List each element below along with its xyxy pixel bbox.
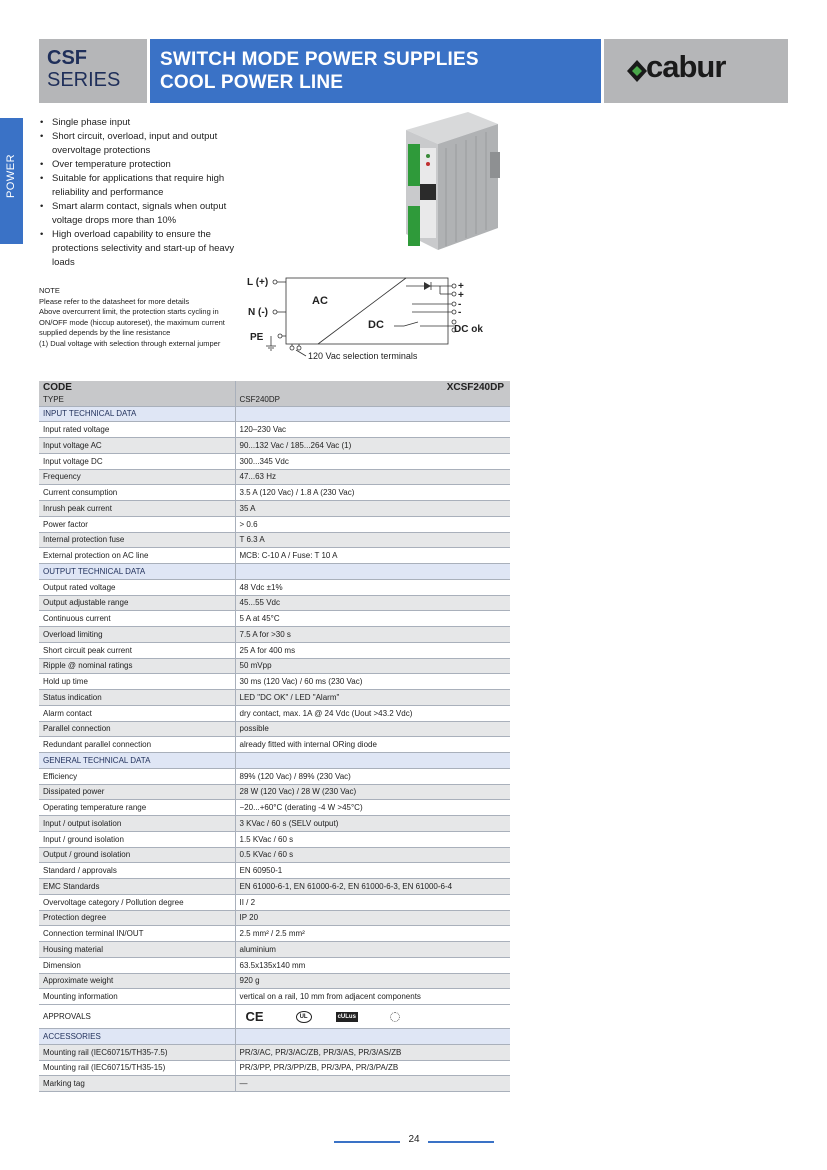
code-value-cell [235,381,510,394]
row-label: Mounting rail (IEC60715/TH35-7.5) [39,1044,235,1060]
emark-icon [390,1012,400,1022]
section-title: OUTPUT TECHNICAL DATA [39,564,235,580]
table-row [39,658,510,674]
row-value: 50 mVpp [235,658,510,674]
approvals-label: APPROVALS [39,1005,235,1029]
row-label: Dimension [39,957,235,973]
diagram-terminal-plus: + [458,290,464,301]
row-value: MCB: C-10 A / Fuse: T 10 A [235,548,510,564]
row-label: EMC Standards [39,879,235,895]
row-label: Output adjustable range [39,595,235,611]
row-label: Output / ground isolation [39,847,235,863]
row-value [235,753,510,769]
row-label: Overvoltage category / Pollution degree [39,894,235,910]
table-row [39,1076,510,1092]
row-value: possible [235,721,510,737]
table-row [39,674,510,690]
row-value: EN 61000-6-1, EN 61000-6-2, EN 61000-6-3, EN 61000-6-4 [235,879,510,895]
row-label: Status indication [39,690,235,706]
code-value: XCSF240DP [446,382,504,393]
code-label: CODE [39,381,235,394]
cul-mark-icon: cULus [337,1013,356,1020]
row-label: Frequency [39,469,235,485]
row-label: Overload limiting [39,627,235,643]
page-title [150,39,601,103]
row-label: Internal protection fuse [39,532,235,548]
table-row [39,973,510,989]
row-label: Mounting information [39,989,235,1005]
row-label: Input rated voltage [39,422,235,438]
table-row [39,737,510,753]
table-row [39,595,510,611]
row-value: −20...+60°C (derating -4 W >45°C) [235,800,510,816]
diagram-label-ac: AC [312,295,328,307]
table-row [39,642,510,658]
diagram-selection-label: 120 Vac selection terminals [308,351,418,361]
diagram-label-dc: DC [368,319,384,331]
table-row [39,768,510,784]
table-row [39,627,510,643]
table-row [39,1044,510,1060]
table-row [39,1060,510,1076]
page-footer [334,1134,494,1150]
row-value: 300...345 Vdc [235,453,510,469]
section-row [39,406,510,422]
row-value: 2.5 mm² / 2.5 mm² [235,926,510,942]
row-value: already fitted with internal ORing diode [235,737,510,753]
note-line: Above overcurrent limit, the protection starts cycling in ON/OFF mode (hiccup autoreset), the maximum current supplied depends by the line resistance [39,307,225,337]
row-value: 89% (120 Vac) / 89% (230 Vac) [235,768,510,784]
note-line: Please refer to the datasheet for more details [39,296,190,306]
table-row [39,501,510,517]
row-value: IP 20 [235,910,510,926]
row-label: Efficiency [39,768,235,784]
row-label: Input voltage AC [39,438,235,454]
type-row [39,394,510,406]
row-value: 90...132 Vac / 185...264 Vac (1) [235,438,510,454]
row-label: Housing material [39,942,235,958]
row-label: Standard / approvals [39,863,235,879]
table-row [39,422,510,438]
table-row [39,438,510,454]
row-value [235,406,510,422]
row-value: aluminium [235,942,510,958]
wiring-diagram [244,270,494,365]
table-row [39,690,510,706]
table-row [39,847,510,863]
row-label: Continuous current [39,611,235,627]
row-label: Hold up time [39,674,235,690]
table-row [39,485,510,501]
row-value: 3.5 A (120 Vac) / 1.8 A (230 Vac) [235,485,510,501]
feature-item: • Single phase input [39,116,239,130]
row-label: Short circuit peak current [39,642,235,658]
table-row [39,579,510,595]
table-row [39,469,510,485]
product-image [398,108,506,254]
ul-mark-icon: UL [296,1011,312,1023]
row-value: 25 A for 400 ms [235,642,510,658]
row-label: Operating temperature range [39,800,235,816]
brand-logo [604,39,788,103]
table-row [39,910,510,926]
feature-item: • Suitable for applications that require high reliability and performance [39,172,239,200]
row-value: > 0.6 [235,516,510,532]
row-label: Ripple @ nominal ratings [39,658,235,674]
table-row [39,926,510,942]
table-row [39,532,510,548]
ce-mark-icon: CE [245,1009,264,1024]
footer-rule [334,1141,400,1143]
page-number: 24 [408,1134,420,1145]
section-title: GENERAL TECHNICAL DATA [39,753,235,769]
section-row [39,564,510,580]
row-label: Input / output isolation [39,816,235,832]
row-label: Protection degree [39,910,235,926]
specs-table [39,381,510,1092]
row-value: PR/3/AC, PR/3/AC/ZB, PR/3/AS, PR/3/AS/ZB [235,1044,510,1060]
row-value: dry contact, max. 1A @ 24 Vdc (Uout >43.2 Vdc) [235,705,510,721]
row-label: External protection on AC line [39,548,235,564]
row-value: 5 A at 45°C [235,611,510,627]
table-row [39,816,510,832]
row-label: Redundant parallel connection [39,737,235,753]
row-label: Output rated voltage [39,579,235,595]
feature-item: • High overload capability to ensure the protections selectivity and start-up of heavy loads [39,228,239,270]
section-row [39,753,510,769]
series-word: SERIES [47,69,121,91]
row-value [235,1029,510,1045]
code-row [39,381,510,394]
series-block [39,39,147,103]
type-value: CSF240DP [235,394,510,406]
diagram-terminal-minus: - [458,307,462,318]
row-label: Mounting rail (IEC60715/TH35-15) [39,1060,235,1076]
diagram-label-pe: PE [250,332,264,343]
row-value: — [235,1076,510,1092]
row-value: 63.5x135x140 mm [235,957,510,973]
row-label: Approximate weight [39,973,235,989]
side-tab [0,118,23,244]
table-row [39,516,510,532]
table-row [39,721,510,737]
approvals-marks [235,1005,510,1029]
diagram-label-n: N (-) [248,307,268,318]
side-tab-label: POWER [5,153,17,199]
row-value: 28 W (120 Vac) / 28 W (230 Vac) [235,784,510,800]
logo-text: cabur [646,49,726,84]
note-block [39,286,239,349]
row-label: Marking tag [39,1076,235,1092]
row-label: Current consumption [39,485,235,501]
row-label: Input / ground isolation [39,831,235,847]
row-value: T 6.3 A [235,532,510,548]
row-value: 48 Vdc ±1% [235,579,510,595]
table-row [39,989,510,1005]
row-value: II / 2 [235,894,510,910]
table-row [39,800,510,816]
feature-item: • Smart alarm contact, signals when output voltage drops more than 10% [39,200,239,228]
row-value [235,564,510,580]
row-value: 120–230 Vac [235,422,510,438]
row-value: LED "DC OK" / LED "Alarm" [235,690,510,706]
feature-list [39,116,239,270]
row-value: 47...63 Hz [235,469,510,485]
row-label: Connection terminal IN/OUT [39,926,235,942]
row-label: Input voltage DC [39,453,235,469]
row-value: EN 60950-1 [235,863,510,879]
section-title: INPUT TECHNICAL DATA [39,406,235,422]
feature-item: • Over temperature protection [39,158,239,172]
table-row [39,942,510,958]
diagram-label-dc-ok: DC ok [454,324,483,335]
row-label: Dissipated power [39,784,235,800]
footer-rule [428,1141,494,1143]
table-row [39,894,510,910]
row-value: 3 KVac / 60 s (SELV output) [235,816,510,832]
table-row [39,705,510,721]
table-row [39,548,510,564]
row-value: 35 A [235,501,510,517]
row-label: Parallel connection [39,721,235,737]
title-line-2: COOL POWER LINE [160,72,344,93]
table-row [39,879,510,895]
row-label: Power factor [39,516,235,532]
table-row [39,784,510,800]
table-row [39,863,510,879]
diagram-label-l: L (+) [247,277,269,288]
table-row [39,957,510,973]
title-line-1: SWITCH MODE POWER SUPPLIES [160,49,479,70]
table-row [39,453,510,469]
type-label: TYPE [39,394,235,406]
section-title: ACCESSORIES [39,1029,235,1045]
table-row [39,831,510,847]
logo-mark-icon [626,59,648,83]
row-value: 920 g [235,973,510,989]
row-value: 0.5 KVac / 60 s [235,847,510,863]
row-value: 1.5 KVac / 60 s [235,831,510,847]
row-value: 7.5 A for >30 s [235,627,510,643]
feature-item: • Short circuit, overload, input and output overvoltage protections [39,130,239,158]
row-value: 30 ms (120 Vac) / 60 ms (230 Vac) [235,674,510,690]
row-label: Alarm contact [39,705,235,721]
approvals-row [39,1005,510,1029]
row-value: PR/3/PP, PR/3/PP/ZB, PR/3/PA, PR/3/PA/ZB [235,1060,510,1076]
diagram-terminal-minus: - [458,299,462,310]
row-value: vertical on a rail, 10 mm from adjacent components [235,989,510,1005]
row-value: 45...55 Vdc [235,595,510,611]
diagram-terminal-plus: + [458,281,464,292]
section-row [39,1029,510,1045]
series-code: CSF [47,47,87,69]
row-label: Inrush peak current [39,501,235,517]
table-row [39,611,510,627]
note-line: (1) Dual voltage with selection through external jumper [39,338,221,348]
note-title: NOTE [39,286,60,295]
